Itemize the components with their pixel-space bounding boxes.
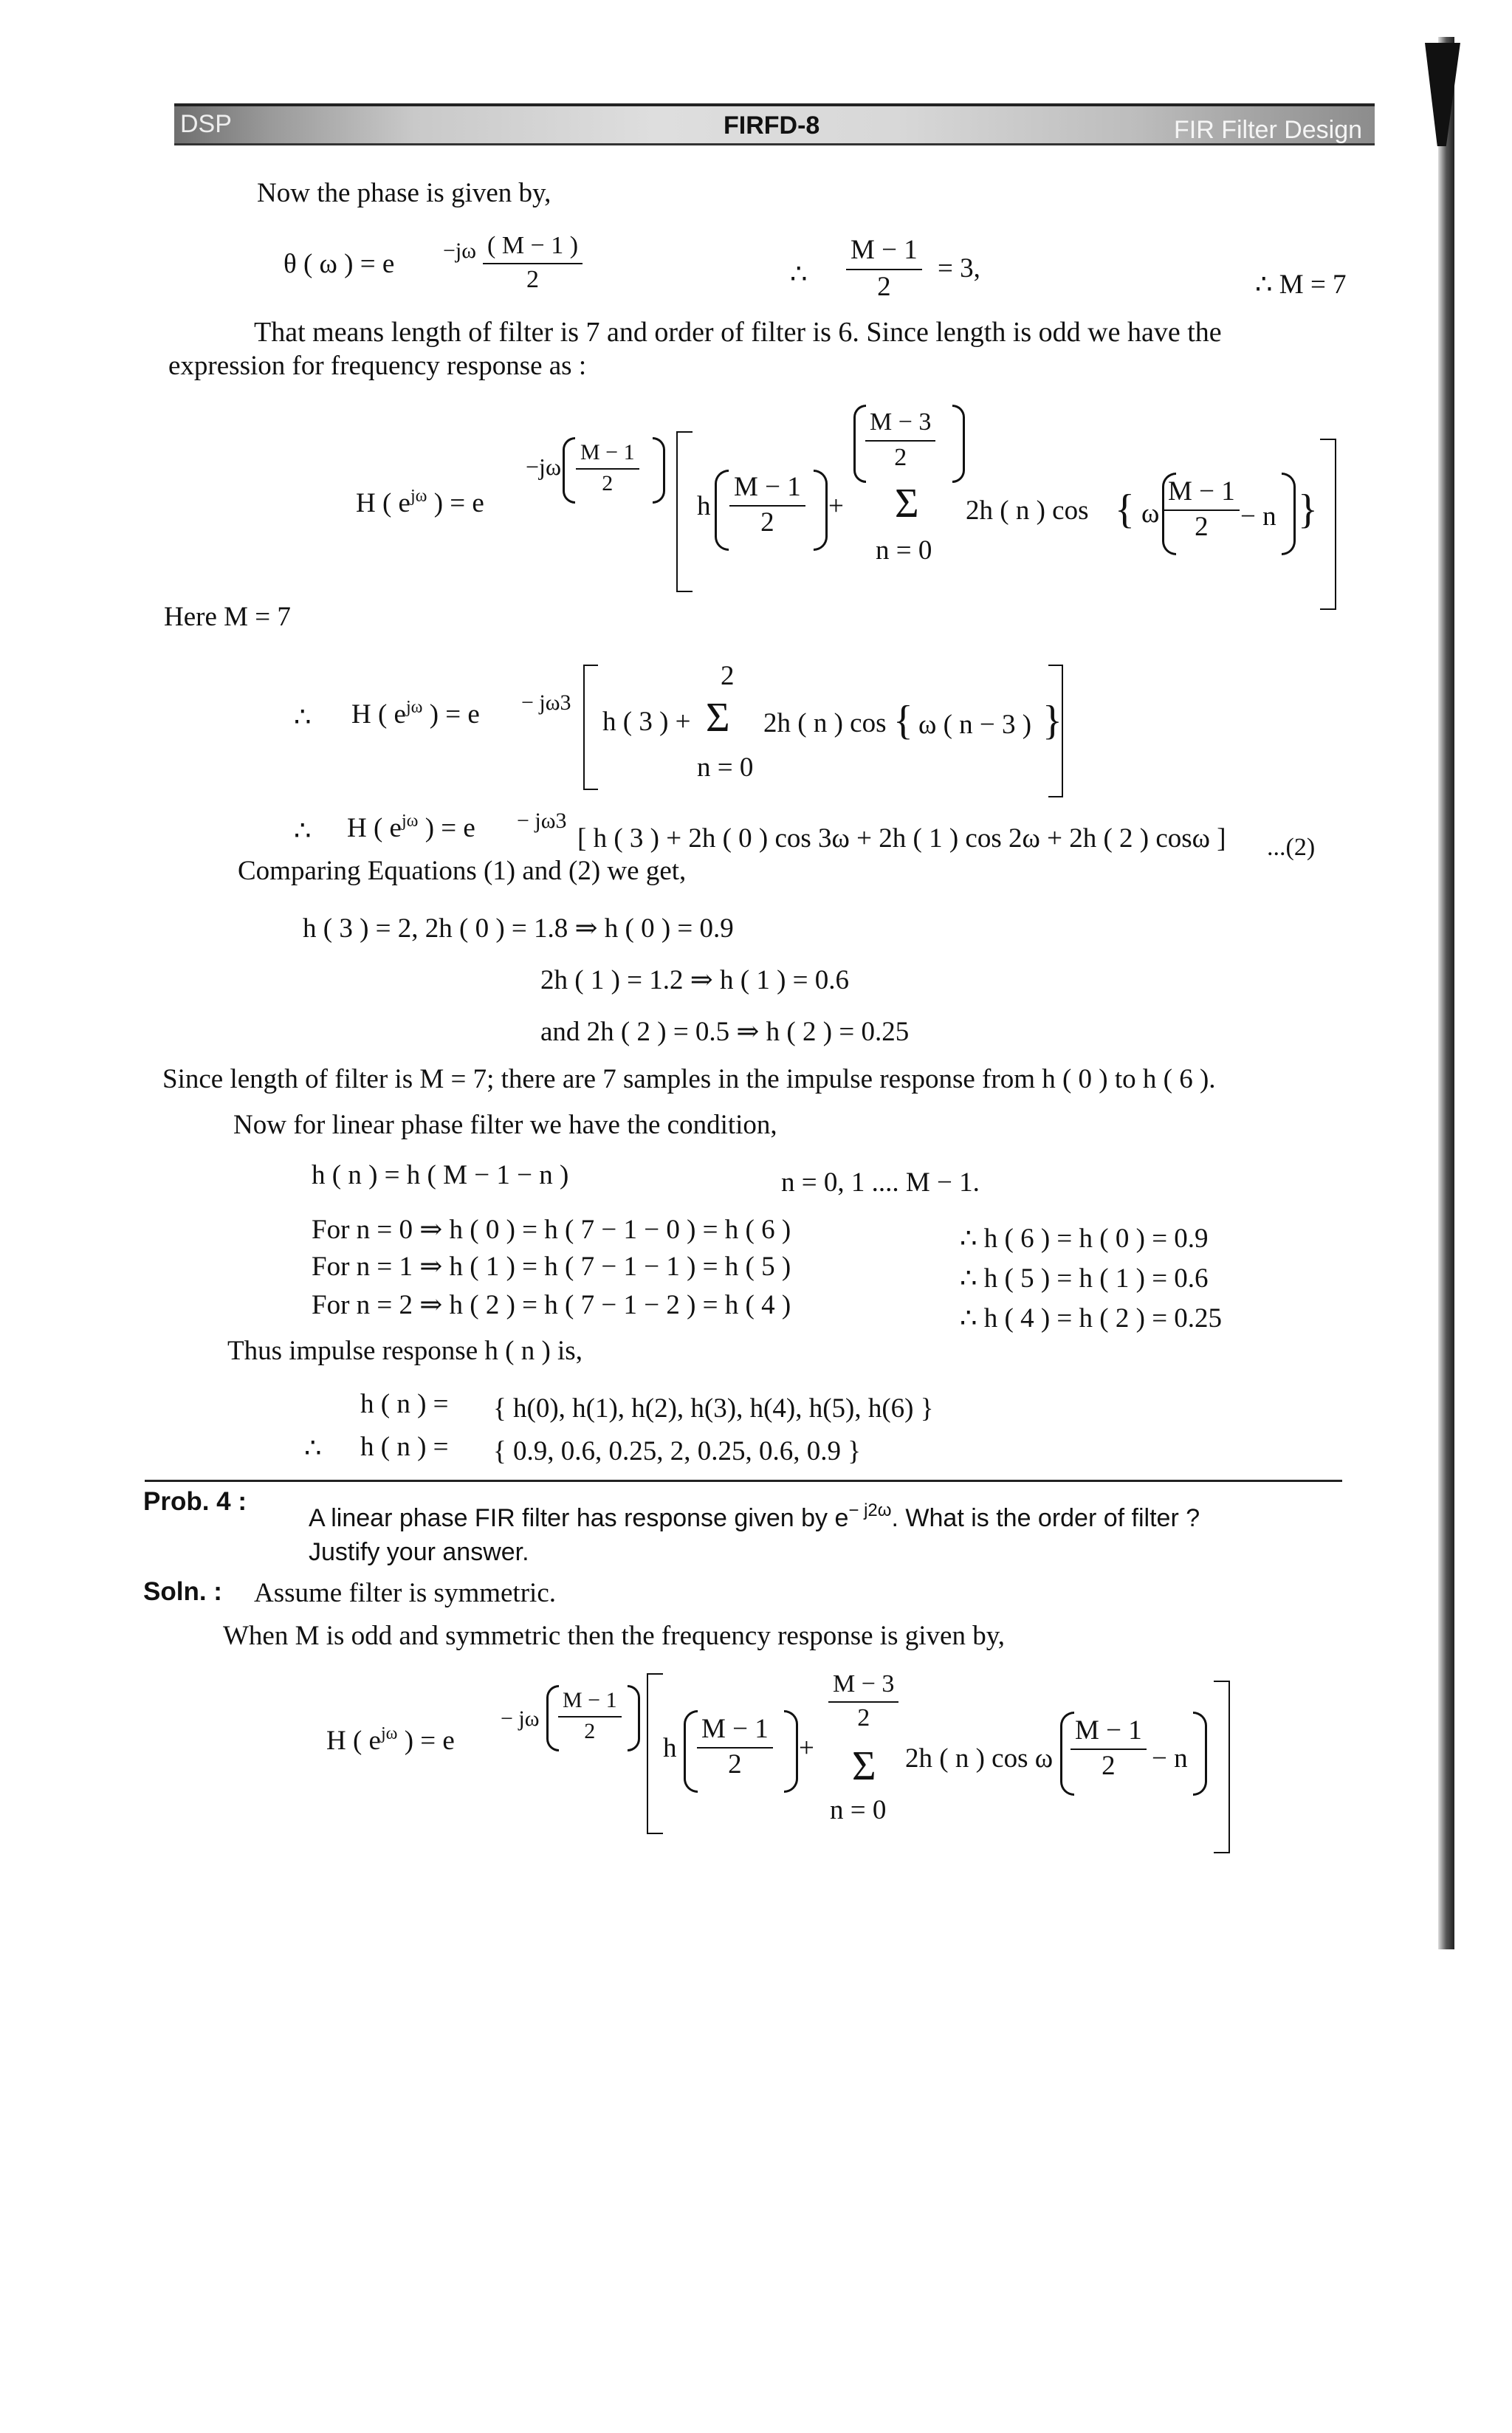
- impulse-line2-lhs: h ( n ) =: [360, 1432, 449, 1462]
- symmetry-row-1-right: ∴ h ( 5 ) = h ( 1 ) = 0.6: [960, 1263, 1209, 1294]
- eq4-h-fraction: [697, 1715, 773, 1780]
- eq1-upper-num: M − 3: [865, 408, 935, 442]
- phase-frac-num: M − 1: [846, 235, 922, 270]
- symmetry-row-0-right: ∴ h ( 6 ) = h ( 0 ) = 0.9: [960, 1224, 1209, 1254]
- eq1-h-fraction: [729, 473, 805, 538]
- eq1-sum-upper: [865, 408, 935, 473]
- eq3-lhs-end: ) = e: [418, 813, 475, 843]
- eq1-exp: −jω: [526, 453, 561, 480]
- eq4-h-num: M − 1: [697, 1715, 773, 1749]
- eq1-bracket-right: [1320, 439, 1336, 610]
- impulse-line1-rhs: { h(0), h(1), h(2), h(3), h(4), h(5), h(6) }: [493, 1393, 934, 1424]
- header-left-code: DSP: [180, 110, 232, 138]
- phase-frac-den: 2: [877, 272, 891, 302]
- comparing-text: Comparing Equations (1) and (2) we get,: [238, 856, 687, 886]
- eq2-bracket-left: [583, 665, 598, 790]
- eq3-exp: − jω3: [517, 809, 567, 833]
- eq4-exp-fraction: [558, 1688, 622, 1744]
- eq1-term: 2h ( n ) cos: [966, 495, 1089, 526]
- eq1-omega: ω: [1141, 498, 1160, 529]
- phase-fraction: [846, 235, 922, 303]
- eq1-h-paren-right: [814, 470, 828, 551]
- here-m: Here M = 7: [164, 602, 291, 632]
- eq2-bracket-right: [1048, 665, 1063, 797]
- coeffs-line3: and 2h ( 2 ) = 0.5 ⇒ h ( 2 ) = 0.25: [540, 1017, 910, 1047]
- eq4-lhs-end: ) = e: [397, 1726, 455, 1756]
- eq4-exp: − jω: [501, 1706, 540, 1731]
- eq1-sigma: Σ: [895, 481, 919, 526]
- coeffs-line1: h ( 3 ) = 2, 2h ( 0 ) = 1.8 ⇒ h ( 0 ) = 0.9: [303, 913, 734, 944]
- phase-exp-den: 2: [526, 266, 540, 293]
- eq1-minus-n: − n: [1240, 501, 1276, 532]
- eq4-lhs-text: H ( e: [326, 1726, 381, 1756]
- eq2-inner: ω ( n − 3 ): [918, 710, 1032, 740]
- condition-lhs: h ( n ) = h ( M − 1 − n ): [312, 1160, 569, 1190]
- coeffs-line2: 2h ( 1 ) = 1.2 ⇒ h ( 1 ) = 0.6: [540, 965, 850, 995]
- eq2-exp: − jω3: [521, 690, 571, 715]
- eq2-upper: 2: [721, 661, 735, 691]
- prob4-text1-main: A linear phase FIR filter has response given by e: [309, 1504, 849, 1532]
- eq1-exp-num: M − 1: [576, 440, 639, 470]
- para2-line2: Now for linear phase filter we have the condition,: [233, 1110, 777, 1140]
- eq2-term: 2h ( n ) cos: [763, 708, 887, 738]
- eq4-bracket-right: [1214, 1681, 1230, 1853]
- eq4-h-paren-left: [684, 1710, 698, 1793]
- eq4-inner-den: 2: [1102, 1751, 1116, 1781]
- eq2-brace-right: }: [1042, 698, 1062, 744]
- eq4-inner-fraction: [1071, 1716, 1147, 1781]
- prob4-text1-sup: − j2ω: [848, 1500, 892, 1520]
- eq2-lhs-text: H ( e: [351, 699, 406, 730]
- eq1-exp-fraction: [576, 440, 639, 496]
- eq1-lhs: [356, 487, 484, 520]
- prob4-text2: Justify your answer.: [309, 1538, 529, 1566]
- eq1-lhs-end: ) = e: [427, 488, 484, 518]
- prob4-text1-end: . What is the order of filter ?: [891, 1504, 1200, 1532]
- eq2-lhs-end: ) = e: [422, 699, 480, 730]
- para1-line1: That means length of filter is 7 and order of filter is 6. Since length is odd we have the: [254, 317, 1222, 348]
- eq1-inner-fraction: [1164, 477, 1240, 542]
- phase-intro: Now the phase is given by,: [257, 178, 551, 208]
- eq4-exp-paren-right: [628, 1685, 640, 1751]
- eq4-sigma: Σ: [852, 1743, 876, 1789]
- prob4-label: Prob. 4 :: [143, 1487, 247, 1516]
- eq1-upper-den: 2: [894, 444, 907, 471]
- eq1-plus: +: [828, 491, 844, 521]
- eq1-inner-num: M − 1: [1164, 477, 1240, 511]
- eq2-sigma: Σ: [706, 695, 730, 741]
- eq4-h: h: [663, 1733, 677, 1763]
- eq4-bracket-left: [647, 1673, 663, 1834]
- eq1-lhs-text: H ( e: [356, 488, 410, 518]
- eq3-lhs-text: H ( e: [347, 813, 402, 843]
- phase-eq-val: = 3,: [938, 253, 980, 284]
- eq4-exp-num: M − 1: [558, 1688, 622, 1717]
- symmetry-row-1-left: For n = 1 ⇒ h ( 1 ) = h ( 7 − 1 − 1 ) = h ( 5 ): [312, 1252, 791, 1282]
- header-top-rule: [174, 103, 1375, 106]
- prob4-text1: [309, 1502, 1200, 1534]
- soln-text: Assume filter is symmetric.: [254, 1578, 556, 1608]
- eq3-tag: ...(2): [1267, 834, 1316, 861]
- eq2-lower: n = 0: [697, 752, 754, 783]
- eq3-rhs: [ h ( 3 ) + 2h ( 0 ) cos 3ω + 2h ( 1 ) cos 2ω + 2h ( 2 ) cosω ]: [577, 823, 1226, 854]
- eq2-therefore: ∴: [294, 702, 312, 732]
- condition-range: n = 0, 1 .... M − 1.: [781, 1167, 980, 1198]
- eq2-h3: h ( 3 ) +: [602, 707, 691, 737]
- phase-therefore: ∴: [790, 259, 808, 289]
- eq1-exp-den: 2: [602, 471, 614, 495]
- impulse-line2-therefore: ∴: [304, 1433, 322, 1463]
- eq1-brace-right: }: [1298, 487, 1318, 532]
- eq1-h-paren-left: [715, 470, 729, 551]
- header-center-code: FIRFD-8: [724, 111, 820, 140]
- eq1-lhs-sup: jω: [410, 487, 427, 506]
- phase-lhs: θ ( ω ) = e: [284, 249, 395, 279]
- eq4-upper-den: 2: [857, 1704, 870, 1732]
- header-right-title: FIR Filter Design: [1174, 116, 1363, 144]
- impulse-line2-rhs: { 0.9, 0.6, 0.25, 2, 0.25, 0.6, 0.9 }: [493, 1436, 862, 1466]
- section-divider: [145, 1480, 1342, 1482]
- eq1-sum-lower: n = 0: [876, 535, 932, 566]
- eq4-inner-paren-right: [1193, 1712, 1207, 1796]
- eq4-sum-lower: n = 0: [830, 1795, 887, 1825]
- eq1-upper-paren-right: [952, 405, 965, 483]
- eq1-bracket-left: [676, 431, 693, 592]
- m-result: ∴ M = 7: [1255, 270, 1347, 300]
- phase-exp-num: ( M − 1 ): [483, 232, 583, 264]
- symmetry-row-2-left: For n = 2 ⇒ h ( 2 ) = h ( 7 − 1 − 2 ) = h ( 4 ): [312, 1290, 791, 1320]
- eq4-upper-num: M − 3: [828, 1670, 898, 1703]
- eq1-h: h: [697, 491, 711, 521]
- eq4-lhs: [326, 1725, 455, 1757]
- eq2-lhs-sup: jω: [405, 698, 423, 717]
- impulse-line1-lhs: h ( n ) =: [360, 1389, 449, 1419]
- soln-text2: When M is odd and symmetric then the frequency response is given by,: [223, 1621, 1006, 1651]
- eq4-sum-upper: [828, 1670, 898, 1732]
- eq4-h-paren-right: [784, 1710, 798, 1793]
- eq4-inner-num: M − 1: [1071, 1716, 1147, 1750]
- eq4-exp-den: 2: [584, 1719, 596, 1743]
- para1-line2: expression for frequency response as :: [168, 351, 587, 381]
- eq4-minus-n: − n: [1152, 1743, 1188, 1774]
- symmetry-row-0-left: For n = 0 ⇒ h ( 0 ) = h ( 7 − 1 − 0 ) = h ( 6 ): [312, 1215, 791, 1245]
- eq3-lhs-sup: jω: [401, 811, 419, 831]
- eq3-therefore: ∴: [294, 816, 312, 846]
- symmetry-row-2-right: ∴ h ( 4 ) = h ( 2 ) = 0.25: [960, 1303, 1223, 1334]
- scan-edge: [1438, 37, 1454, 1949]
- eq4-lhs-sup: jω: [380, 1724, 398, 1743]
- eq1-h-den: 2: [760, 507, 774, 538]
- eq1-inner-den: 2: [1195, 512, 1209, 542]
- eq1-brace-left: {: [1115, 487, 1135, 532]
- eq3-lhs: [347, 812, 475, 845]
- impulse-intro: Thus impulse response h ( n ) is,: [227, 1336, 583, 1366]
- phase-exp: −jω: [443, 239, 476, 263]
- soln-label: Soln. :: [143, 1577, 222, 1606]
- eq1-exp-paren-right: [653, 437, 665, 504]
- eq4-exp-paren-left: [546, 1685, 559, 1751]
- eq1-h-num: M − 1: [729, 473, 805, 507]
- eq2-lhs: [351, 699, 480, 731]
- para2-line1: Since length of filter is M = 7; there are 7 samples in the impulse response from h ( 0 ) to h ( 6 ).: [162, 1064, 1216, 1094]
- phase-exp-fraction: [483, 232, 583, 294]
- eq1-inner-paren-right: [1282, 473, 1296, 555]
- eq4-term: 2h ( n ) cos ω: [905, 1743, 1054, 1774]
- eq2-brace-left: {: [893, 698, 913, 744]
- eq4-h-den: 2: [728, 1749, 742, 1780]
- scan-edge-top: [1425, 43, 1460, 146]
- eq1-exp-paren-left: [563, 437, 575, 504]
- eq1-upper-paren-left: [853, 405, 866, 483]
- eq4-plus: +: [799, 1733, 814, 1763]
